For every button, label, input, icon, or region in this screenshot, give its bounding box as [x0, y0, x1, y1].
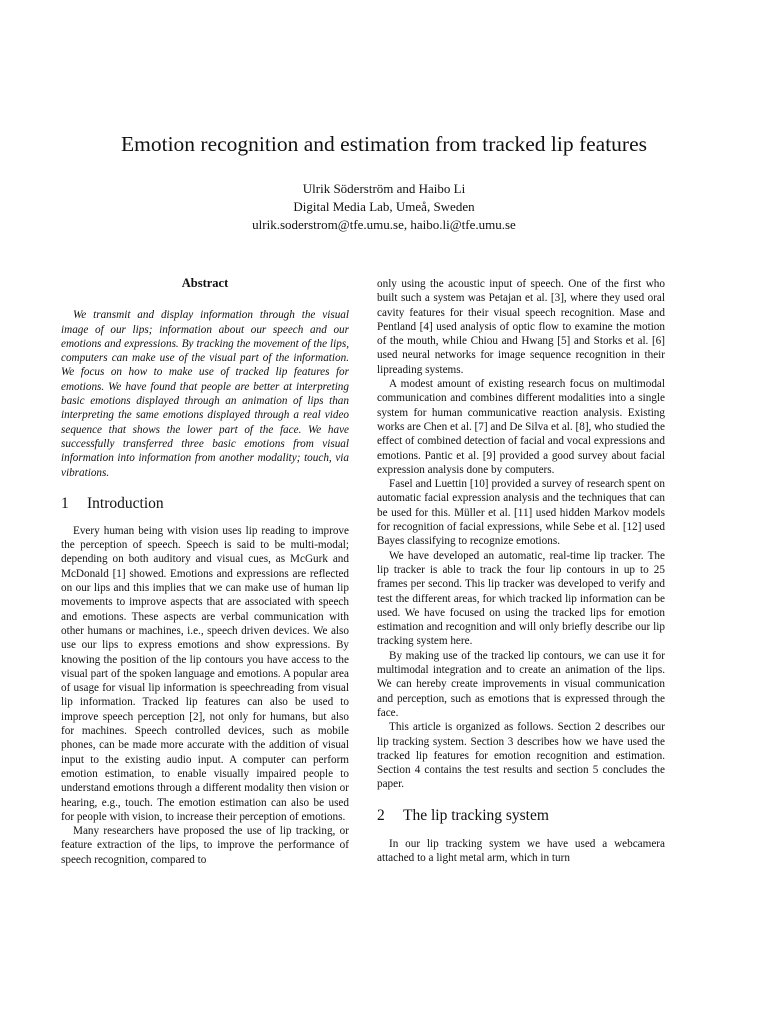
right-column-paragraph: A modest amount of existing research focus on multimodal communication and combines different modalities into a single system for human communicative reaction analysis. Existing works are Chen et al. [7] and De Silva et al. [8], who studied the effect of combined detection of facial and vocal expressions and emotions. Pantic et al. [9] provided a good survey about facial expression analysis done by computers.	[377, 378, 665, 476]
section-2-number: 2	[377, 806, 385, 824]
abstract-heading: Abstract	[181, 276, 229, 290]
author-emails: ulrik.soderstrom@tfe.umu.se, haibo.li@tfe.umu.se	[252, 217, 516, 232]
right-column-paragraph: By making use of the tracked lip contours, we can use it for multimodal integration and to create an animation of the lips. We can hereby create improvements in visual communication and perception, such as emotions that is expressed through the face.	[377, 649, 665, 719]
author-block	[0, 180, 768, 234]
abstract-text: We transmit and display information through the visual image of our lips; information about our speech and our emotions and expressions. By tracking the movement of the lips, computers can make use of the visual part of the information. We focus on how to make use of tracked lip features for emotions. We have found that people are better at interpreting basic emotions displayed through an animation of lips than interpreting the same emotions displayed through a real video sequence that shows the lower part of the face. We have successfully transferred three basic emotions from visual information into information from another modality; touch, via vibrations.	[61, 309, 349, 479]
paper-title: Emotion recognition and estimation from tracked lip features	[121, 132, 647, 156]
section-2-paragraph: In our lip tracking system we have used a webcamera attached to a light metal arm, which in turn	[377, 837, 665, 864]
section-1-number: 1	[61, 494, 69, 512]
section-2-title: The lip tracking system	[403, 806, 549, 824]
section-1-paragraph: Every human being with vision uses lip reading to improve the perception of speech. Speech is said to be multi-modal; depending on both auditory and visual cues, as McGurk and McDonald [1] showed. Emotions and expressions are reflected on our lips and this implies that we can make use of human lip movements to improve aspects that are associated with speech and emotions. These aspects are verbal communication with other humans or machines, i.e., speech driven devices. We also use our lips to express emotions and show expressions. By knowing the position of the lip contours you have access to the visual part of the spoken language and emotions. A popular area of usage for visual lip information is speechreading from visual lip information. Tracked lip features can also be used to improve speech perception [2], not only for humans, but also for machines. Speech controlled devices, such as mobile phones, can be made more accurate with the addition of visual input to the existing audio input. A computer can perform emotion estimation, to enable visually impaired people to understand emotions through a different modality then vision or hearing, e.g., touch. The emotion estimation can also be used for people with vision, to increase their perception of emotions.	[61, 524, 349, 823]
right-column-paragraph: only using the acoustic input of speech. One of the first who built such a system was Petajan et al. [3], where they used oral cavity features for their visual speech recognition. Mase and Pentland [4] used analysis of optic flow to examine the motion of the mouth, while Chiou and Hwang [5] and Storks et al. [6] used neural networks for image sequence recognition in their lipreading systems.	[377, 278, 665, 376]
right-column-paragraph: Fasel and Luettin [10] provided a survey of research spent on automatic facial expression analysis and the techniques that can be used for this. Müller et al. [11] used hidden Markov models for recognition of facial expressions, while Sebe et al. [12] used Bayes classifying to recognize emotions.	[377, 478, 665, 548]
author-names: Ulrik Söderström and Haibo Li	[302, 181, 466, 196]
right-column	[377, 277, 665, 865]
left-column	[61, 270, 349, 867]
section-1-title: Introduction	[87, 494, 164, 512]
section-2-heading	[377, 806, 665, 826]
author-affiliation: Digital Media Lab, Umeå, Sweden	[293, 199, 475, 214]
section-1-heading	[61, 494, 349, 514]
right-column-paragraph: This article is organized as follows. Section 2 describes our lip tracking system. Section 3 describes how we have used the tracked lip features for emotion recognition and estimation. Section 4 contains the test results and section 5 concludes the paper.	[377, 721, 665, 791]
section-1-paragraph: Many researchers have proposed the use of lip tracking, or feature extraction of the lips, to improve the performance of speech recognition, compared to	[61, 825, 349, 866]
right-column-paragraph: We have developed an automatic, real-time lip tracker. The lip tracker is able to track the four lip contours in up to 25 frames per second. This lip tracker was developed to verify and test the different areas, for which tracked lip information can be used. We have focused on using the tracked lips for emotion estimation and recognition and will only briefly describe our lip tracking system here.	[377, 549, 665, 648]
